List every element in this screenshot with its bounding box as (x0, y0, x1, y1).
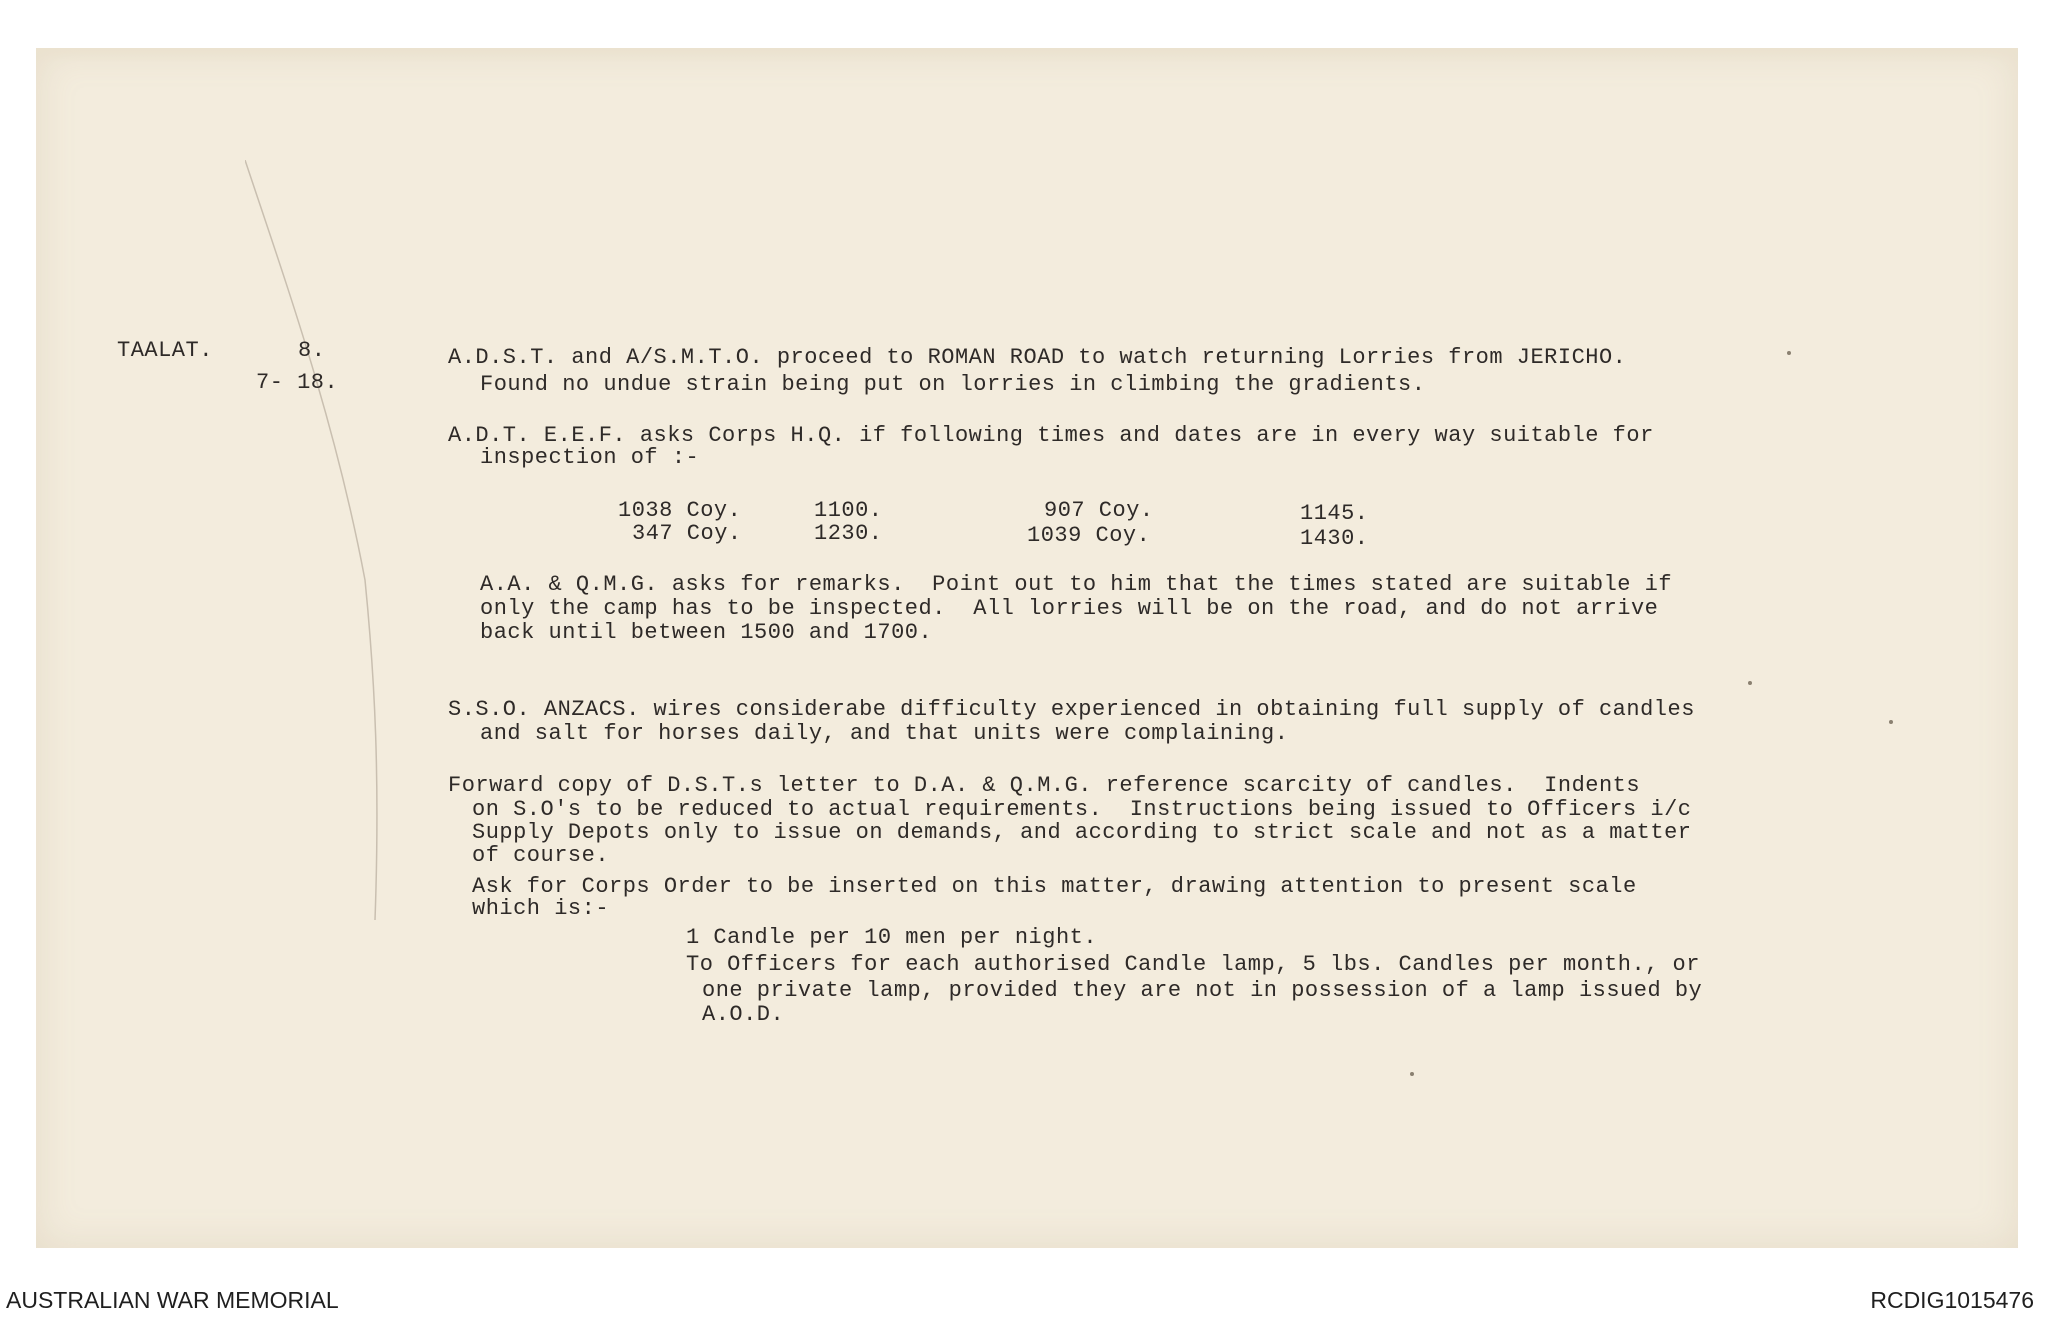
entry5-line6: which is:- (472, 896, 610, 921)
entry4-line1: S.S.O. ANZACS. wires considerabe difficulty experienced in obtaining full supply of candles (448, 697, 1695, 722)
sheet-top-edge (36, 48, 2018, 62)
schedule-time: 1145. (1300, 501, 1369, 526)
entry4-line2: and salt for horses daily, and that units were complaining. (480, 721, 1289, 746)
paper-speck (1748, 681, 1752, 685)
paper-speck (1889, 720, 1893, 724)
footer-catalog-id: RCDIG1015476 (1870, 1287, 2034, 1313)
schedule-company: 1039 Coy. (1027, 523, 1151, 548)
footer-institution: AUSTRALIAN WAR MEMORIAL (6, 1287, 339, 1313)
schedule-time: 1230. (814, 521, 883, 546)
scale-line2c: A.O.D. (702, 1002, 785, 1027)
entry5-line3: Supply Depots only to issue on demands, and according to strict scale and not as a matter (472, 820, 1692, 845)
entry5-line5: Ask for Corps Order to be inserted on this matter, drawing attention to present scale (472, 874, 1637, 899)
entry1-line2: Found no undue strain being put on lorries in climbing the gradients. (480, 372, 1426, 397)
entry5-line4: of course. (472, 843, 610, 868)
schedule-company: 347 Coy. (632, 521, 742, 546)
paper-speck (1787, 351, 1791, 355)
margin-month-year: 7- 18. (256, 370, 339, 395)
entry3-line1: A.A. & Q.M.G. asks for remarks. Point out to him that the times stated are suitable if (480, 572, 1673, 597)
schedule-time: 1430. (1300, 526, 1369, 551)
paper-speck (1410, 1072, 1414, 1076)
schedule-company: 1038 Coy. (618, 498, 742, 523)
scale-line2a: To Officers for each authorised Candle lamp, 5 lbs. Candles per month., or (686, 952, 1700, 977)
entry5-line2: on S.O's to be reduced to actual requirements. Instructions being issued to Officers i/c (472, 797, 1692, 822)
entry3-line3: back until between 1500 and 1700. (480, 620, 933, 645)
document-sheet (36, 48, 2018, 1248)
entry5-line1: Forward copy of D.S.T.s letter to D.A. & Q.M.G. reference scarcity of candles. Indents (448, 773, 1641, 798)
margin-day: 8. (298, 338, 326, 363)
scale-line1: 1 Candle per 10 men per night. (686, 925, 1098, 950)
entry1-line1: A.D.S.T. and A/S.M.T.O. proceed to ROMAN ROAD to watch returning Lorries from JERICHO. (448, 345, 1627, 370)
schedule-company: 907 Coy. (1044, 498, 1154, 523)
schedule-time: 1100. (814, 498, 883, 523)
entry3-line2: only the camp has to be inspected. All lorries will be on the road, and do not arrive (480, 596, 1659, 621)
entry2-line1: A.D.T. E.E.F. asks Corps H.Q. if following times and dates are in every way suitable for (448, 423, 1654, 448)
margin-place: TAALAT. (117, 338, 213, 363)
entry2-line2: inspection of :- (480, 445, 700, 470)
scale-line2b: one private lamp, provided they are not in possession of a lamp issued by (702, 978, 1703, 1003)
